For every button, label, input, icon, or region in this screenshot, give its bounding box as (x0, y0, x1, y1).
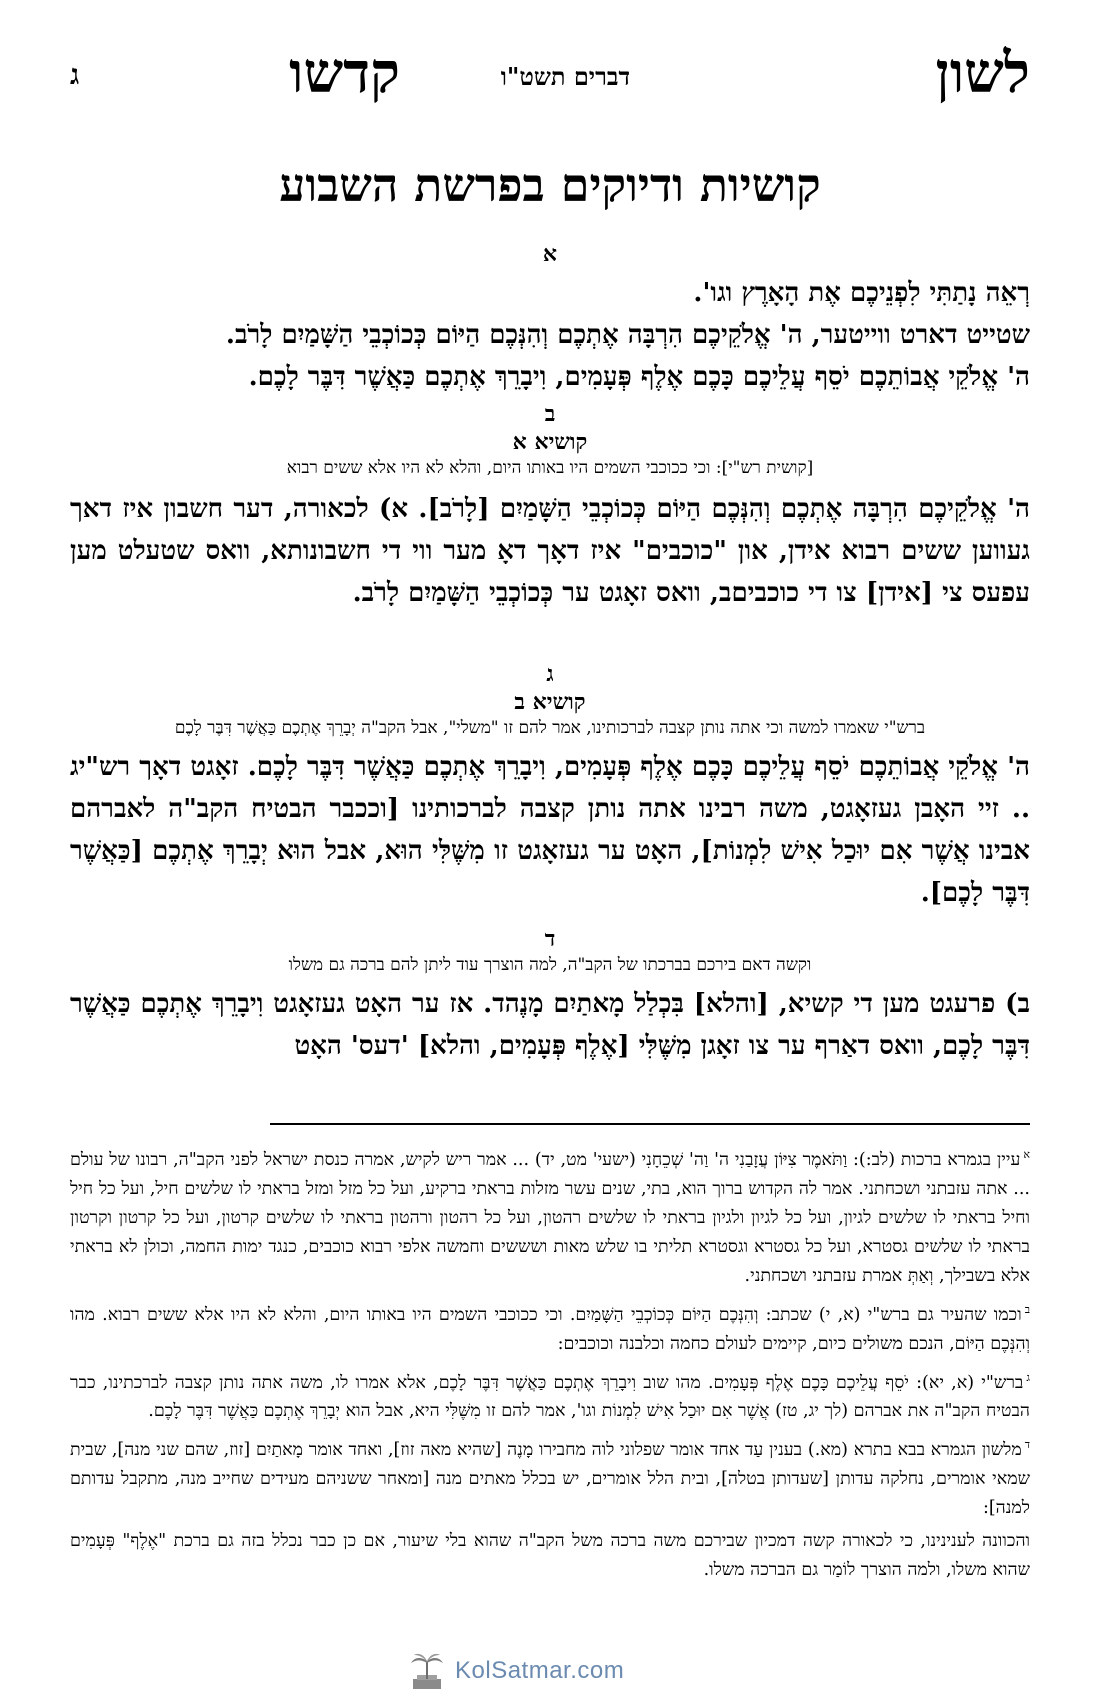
footnote (70, 1430, 1030, 1523)
page (70, 0, 1030, 1700)
footnote-text: מלשון הגמרא בבא בתרא (מא.) בענין עַד אחד אומר שפלוני לוה מחבירו מָנֶה [שהיא מאה זוז], ואחד אומר מָאתַיִם [זוז, שהם שני מנה], שבית שמאי אומרים, נחלקה עדותן [שעדותן בטלה], ובית הלל אומרים, יש בכלל מאתים מנה [ומאחר ששניהם מעידים שחייב מנה, מתקבל עדותם למנה]: (70, 1440, 1030, 1519)
section-letter: א (542, 241, 558, 267)
footnote-text: והכוונה לענינינו, כי לכאורה קשה דמכיון שבירכם משה ברכה משל הקב"ה שהוא בלי שיעור, אם כן כבר נכלל בזה גם ברכת "אֶלֶף" פְּעָמִים שהוא משלו, ולמה הוצרך לוֹמַר גם הברכה משלו. (70, 1531, 1030, 1581)
page-header (70, 40, 1030, 110)
section-note: [קושית רש"י]: וכי ככוכבי השמים היו באותו היום, והלא לא היו אלא ששים רבוא (286, 458, 814, 478)
footnote-text: וכמו שהעיר גם ברש"י (א, י) שכתב: וְהִנְּכֶם הַיּוֹם כְּכוֹכְבֵי הַשָּׁמַיִם. וכי ככוכבי השמים היו באותו היום, והלא לא היו אלא ששים רבוא. מהו וְהִנְּכֶם הַיּוֹם, הנכם משולים כיום, קיימים לעולם כחמה וכלבנה וכוכבים: (70, 1304, 1030, 1354)
footnote-continuation (70, 1527, 1030, 1585)
section-subtitle: קושיא א (512, 429, 588, 455)
header-word-left: קדשו (289, 40, 400, 106)
page-number: ג (70, 58, 80, 91)
footnote-mark: ב (1024, 1302, 1030, 1316)
palm-tree-logo-icon (405, 1649, 449, 1693)
footnote (70, 1363, 1030, 1427)
footnote (70, 1295, 1030, 1359)
footnote-text: ברש"י (א, יא): יֹסֵף עֲלֵיכֶם כָּכֶם אֶלֶף פְּעָמִים. מהו שוב וִיבָרֵךְ אֶתְכֶם כַּאֲשֶׁר דִּבֶּר לָכֶם, אלא אמרו לו, משה אתה נותן קצבה לברכתינו, כבר הבטיח הקב"ה את אברהם (לך יג, טז) אֲשֶׁר אִם יוּכַל אִישׁ לִמְנוֹת וגו', אמר להם זו מִשֶּׁלִּי היא, אבל הוא יְבָרֵךְ אֶתְכֶם כַּאֲשֶׁר דִּבֶּר לָכֶם. (70, 1372, 1030, 1422)
verse-line-1: רְאֵה נָתַתִּי לִפְנֵיכֶם אֶת הָאָרֶץ וגו'. (693, 278, 1030, 308)
footnote (70, 1140, 1030, 1291)
section-note: וקשה דאם בירכם בברכתו של הקב"ה, למה הוצרך עוד ליתן להם ברכה גם משלו (288, 955, 812, 975)
watermark-text: KolSatmar.com (455, 1657, 625, 1684)
section-subtitle: קושיא ב (514, 689, 586, 715)
footnote-mark: ג (1026, 1370, 1030, 1384)
footnote-divider (270, 1123, 1030, 1125)
section-aleph (70, 240, 1030, 398)
footnote-mark: ד (1024, 1438, 1030, 1452)
section-letter: ב (544, 401, 556, 427)
section-letter: ג (546, 661, 554, 687)
verse-line-3: ה' אֱלֹקֵי אֲבוֹתֵכֶם יֹסֵף עֲלֵיכֶם כָּכֶם אֶלֶף פְּעָמִים, וִיבָרֵךְ אֶתְכֶם כַּאֲשֶׁר דִּבֶּר לָכֶם. (248, 362, 1030, 392)
footnote-mark: א (1023, 1148, 1030, 1161)
section-bet (70, 400, 1030, 614)
section-letter: ד (544, 926, 556, 952)
header-word-right: לשון (935, 40, 1030, 106)
watermark (405, 1648, 685, 1694)
section-paragraph: ב) פרעגט מען די קשיא, [והלא] בִּכְלַל מָאתַיִם מָנֶהד. אז ער האָט געזאָגט וִיבָרֵךְ אֶתְכֶם כַּאֲשֶׁר דִּבֶּר לָכֶם, וואס דאַרף ער צו זאָגן מִשֶּׁלִּי [אֶלֶף פְּעָמִים, והלא] 'דעס' האָט (70, 989, 1030, 1061)
section-gimel (70, 660, 1030, 914)
verse-line-2: שטייט דארט ווייטער, ה' אֱלֹקֵיכֶם הִרְבָּה אֶתְכֶם וְהִנְּכֶם הַיּוֹם כְּכוֹכְבֵי הַשָּׁמַיִם לָרֹב. (225, 320, 1030, 350)
header-parsha: דברים תשט"ו (500, 62, 630, 91)
section-dalet (70, 925, 1030, 1067)
footnotes (70, 1140, 1030, 1589)
section-paragraph: ה' אֱלֹקֵיכֶם הִרְבָּה אֶתְכֶם וְהִנְּכֶם הַיּוֹם כְּכוֹכְבֵי הַשָּׁמַיִם [לָרֹב]. א) לכאורה, דער חשבון איז דאך געווען ששים רבוא אידן, און "כוכבים" איז דאָך דאָ מער ווי די חשבונותא, וואס שטעלט מען עפעס צי [אידן] צו די כוכביםב, וואס זאָגט ער כְּכוֹכְבֵי הַשָּׁמַיִם לָרֹב. (70, 494, 1030, 608)
section-note: ברש"י שאמרו למשה וכי אתה נותן קצבה לברכותינו, אמר להם זו "משלי", אבל הקב"ה יְבָרֵךְ אֶתְכֶם כַּאֲשֶׁר דִּבֶּר לָכֶם (174, 718, 926, 738)
section-paragraph: ה' אֱלֹקֵי אֲבוֹתֵכֶם יֹסֵף עֲלֵיכֶם כָּכֶם אֶלֶף פְּעָמִים, וִיבָרֵךְ אֶתְכֶם כַּאֲשֶׁר דִּבֶּר לָכֶם. זאָגט דאָך רש"יג .. זיי האָבן געזאָגט, משה רבינו אתה נותן קצבה לברכותינו [וככבר הבטיח הקב"ה לאברהם אבינו אֲשֶׁר אִם יוּכַל אִישׁ לִמְנוֹת], האָט ער געזאָגט זו מִשֶּׁלִּי הוּא, אבל הוּא יְבָרֵךְ אֶתְכֶם [כַּאֲשֶׁר דִּבֶּר לָכֶם]. (70, 752, 1030, 908)
footnote-text: עיין בגמרא ברכות (לב:): וַתֹּאמֶר צִיּוֹן עֲזָבַנִי ה' וַה' שְׁכֵחָנִי (ישעי' מט, יד) ... אמר ריש לקיש, אמרה כנסת ישראל לפני הקב"ה, רבונו של עולם ... אתה עזבתני ושכחתני. אמר לה הקדוש ברוך הוא, בתי, שנים עשר מזלות בראתי ברקיע, ועל כל מזל ומזל בראתי לו שלשים חיל, ועל כל חיל וחיל בראתי לו שלשים לגיון, ועל כל לגיון ולגיון בראתי לו שלשים רהטון, ועל כל רהטון ורהטון בראתי לו שלשים קרטון, ועל כל קרטון וקרטון בראתי לו שלשים גסטרא, ועל כל גסטרא וגסטרא תליתי בו שלש מאות ושששים וחמשה אלפי רבוא כוכבים, כנגד ימות החמה, וכולן לא בראתי אלא בשבילך, וְאַתְּ אמרת עזבתני ושכחתני. (70, 1149, 1030, 1286)
page-title: קושיות ודיוקים בפרשת השבוע (279, 158, 821, 212)
